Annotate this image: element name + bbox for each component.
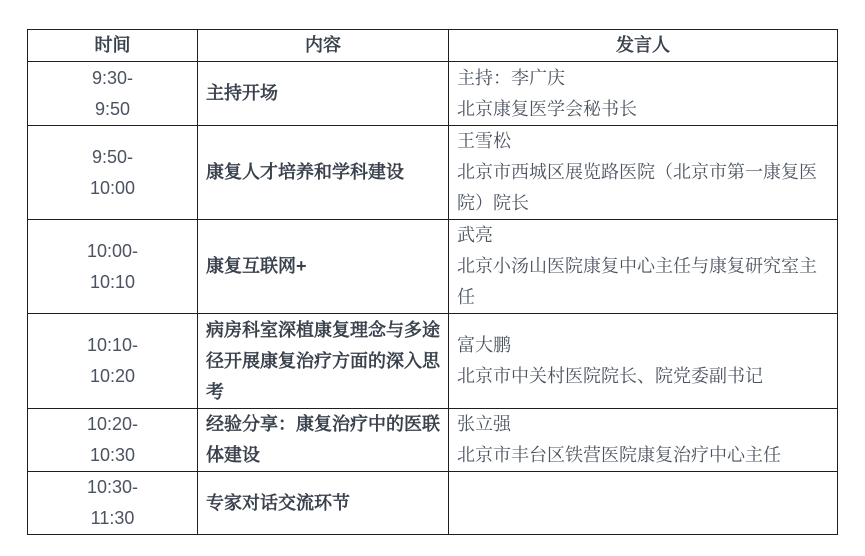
time-line: 10:10 [89, 271, 136, 292]
table-row [28, 409, 838, 472]
table-row [28, 62, 838, 126]
time-line: 10:30- [86, 477, 139, 497]
time-line: 10:00 [89, 177, 136, 198]
content-cell: 康复人才培养和学科建设 [198, 126, 449, 220]
column-header-time: 时间 [28, 30, 198, 62]
table-row [28, 472, 838, 535]
time-line: 9:50- [91, 146, 134, 167]
time-line: 10:10- [86, 335, 139, 355]
content-cell: 病房科室深植康复理念与多途径开展康复治疗方面的深入思考 [198, 314, 449, 409]
time-cell [28, 220, 198, 314]
table-row [28, 220, 838, 314]
time-line: 11:30 [90, 508, 135, 528]
table-row [28, 126, 838, 220]
time-cell [28, 409, 198, 472]
speaker-line: 北京康复医学会秘书长 [457, 98, 637, 119]
column-header-content: 内容 [198, 30, 449, 62]
speaker-line: 主持：李广庆 [457, 67, 565, 88]
time-line: 10:30 [89, 445, 136, 465]
table-row [28, 314, 838, 409]
time-cell [28, 314, 198, 409]
time-line: 9:30- [91, 67, 134, 88]
speaker-line: 王雪松 [457, 131, 511, 151]
schedule-table [27, 29, 838, 535]
content-cell: 主持开场 [198, 62, 449, 126]
time-line: 10:20- [86, 414, 139, 434]
speaker-line: 张立强 [457, 414, 511, 434]
speaker-line: 北京市西城区展览路医院（北京市第一康复医院）院长 [457, 162, 817, 213]
time-line: 10:20 [89, 366, 136, 386]
speaker-line: 北京小汤山医院康复中心主任与康复研究室主任 [457, 256, 817, 307]
content-cell: 康复互联网+ [198, 220, 449, 314]
time-line: 10:00- [86, 240, 139, 261]
time-line: 9:50 [94, 98, 131, 119]
column-header-speaker: 发言人 [449, 30, 838, 62]
speaker-cell [449, 62, 838, 126]
speaker-cell [449, 126, 838, 220]
content-cell: 专家对话交流环节 [198, 472, 449, 535]
speaker-line: 武亮 [457, 225, 493, 245]
speaker-cell [449, 314, 838, 409]
header-row [28, 30, 838, 62]
speaker-cell [449, 409, 838, 472]
time-cell [28, 62, 198, 126]
speaker-line: 北京市中关村医院院长、院党委副书记 [457, 366, 763, 386]
time-cell [28, 472, 198, 535]
speaker-line: 北京市丰台区铁营医院康复治疗中心主任 [457, 445, 781, 465]
time-cell [28, 126, 198, 220]
speaker-line: 富大鹏 [457, 335, 511, 355]
speaker-cell [449, 472, 838, 535]
content-cell: 经验分享：康复治疗中的医联体建设 [198, 409, 449, 472]
speaker-cell [449, 220, 838, 314]
